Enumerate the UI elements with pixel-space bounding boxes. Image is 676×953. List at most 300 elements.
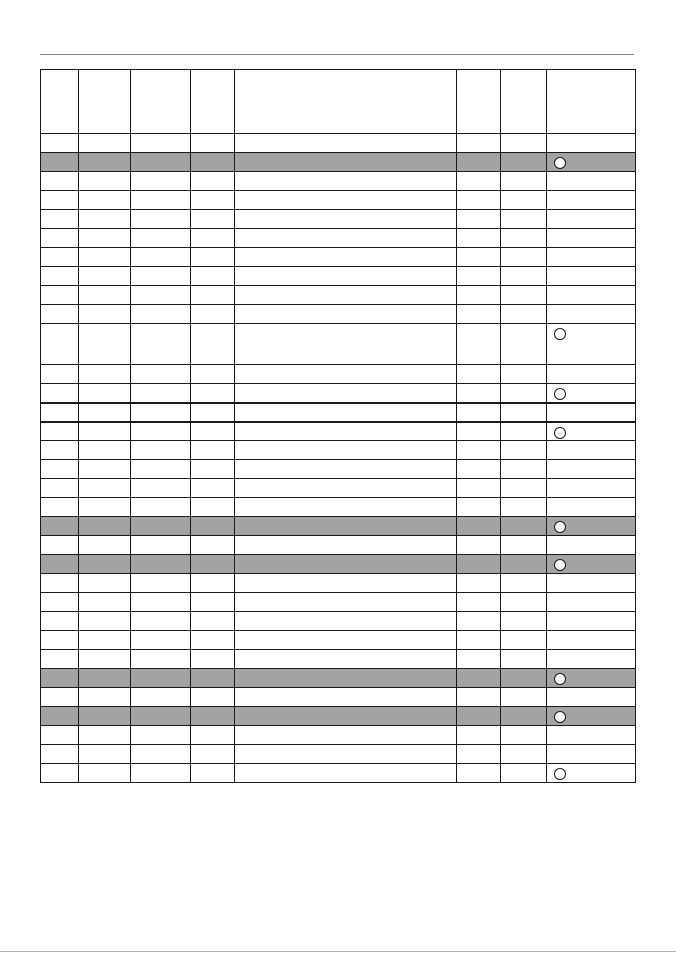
table-cell <box>41 210 79 229</box>
table-cell <box>235 172 457 191</box>
table-cell <box>131 612 191 631</box>
table-cell <box>501 134 547 153</box>
table-cell <box>501 248 547 267</box>
table-cell <box>501 460 547 479</box>
table-cell <box>41 403 79 422</box>
table-cell <box>79 153 131 172</box>
table-cell <box>79 286 131 305</box>
table-cell <box>41 460 79 479</box>
table-cell <box>131 441 191 460</box>
table-row <box>41 612 636 631</box>
table-cell <box>501 593 547 612</box>
table-row <box>41 403 636 422</box>
table-cell <box>191 745 235 764</box>
table-cell <box>547 267 636 286</box>
table-cell <box>41 70 79 134</box>
table-row <box>41 324 636 365</box>
table-row <box>41 593 636 612</box>
table-cell <box>79 669 131 688</box>
table-cell <box>41 498 79 517</box>
table-cell <box>457 574 501 593</box>
top-divider <box>40 54 634 55</box>
table-cell <box>191 498 235 517</box>
table-cell <box>457 248 501 267</box>
table-cell <box>191 70 235 134</box>
table-cell <box>501 365 547 384</box>
circle-marker-icon <box>554 673 566 685</box>
table-cell <box>41 707 79 726</box>
table-cell <box>235 403 457 422</box>
table-cell <box>235 422 457 441</box>
table-cell <box>547 498 636 517</box>
table-cell <box>79 593 131 612</box>
table-cell <box>41 650 79 669</box>
table-cell <box>457 267 501 286</box>
table-cell <box>131 267 191 286</box>
table-cell <box>547 384 636 403</box>
table-cell <box>41 248 79 267</box>
table-cell <box>131 70 191 134</box>
table-row <box>41 441 636 460</box>
table-cell <box>41 745 79 764</box>
table-cell <box>41 593 79 612</box>
table-cell <box>131 365 191 384</box>
table-cell <box>131 134 191 153</box>
table-cell <box>501 324 547 365</box>
table-cell <box>501 267 547 286</box>
table-cell <box>235 669 457 688</box>
table-row <box>41 460 636 479</box>
table-cell <box>501 441 547 460</box>
table-cell <box>131 479 191 498</box>
table-cell <box>547 764 636 783</box>
table-cell <box>235 688 457 707</box>
table-cell <box>41 517 79 536</box>
table-cell <box>191 688 235 707</box>
table-cell <box>191 726 235 745</box>
table-cell <box>191 210 235 229</box>
table-cell <box>131 745 191 764</box>
table-cell <box>547 153 636 172</box>
table-cell <box>501 612 547 631</box>
table-cell <box>131 460 191 479</box>
table-cell <box>41 631 79 650</box>
table-cell <box>235 745 457 764</box>
table-cell <box>501 70 547 134</box>
table-cell <box>131 517 191 536</box>
table-cell <box>235 593 457 612</box>
table-cell <box>547 631 636 650</box>
table-cell <box>457 479 501 498</box>
table-cell <box>547 248 636 267</box>
table-cell <box>41 555 79 574</box>
table-cell <box>191 153 235 172</box>
table-cell <box>547 555 636 574</box>
table-cell <box>235 517 457 536</box>
table-cell <box>235 229 457 248</box>
table-row <box>41 536 636 555</box>
table-cell <box>131 422 191 441</box>
table-cell <box>191 248 235 267</box>
table-cell <box>79 248 131 267</box>
table-cell <box>235 70 457 134</box>
table-cell <box>41 574 79 593</box>
table-cell <box>41 365 79 384</box>
table-cell <box>41 688 79 707</box>
table-cell <box>501 669 547 688</box>
table-cell <box>501 688 547 707</box>
table-cell <box>547 286 636 305</box>
table-cell <box>79 70 131 134</box>
table-cell <box>41 305 79 324</box>
table-cell <box>79 536 131 555</box>
table-cell <box>79 229 131 248</box>
table-cell <box>235 707 457 726</box>
circle-marker-icon <box>554 388 566 400</box>
table-cell <box>131 498 191 517</box>
table-cell <box>79 612 131 631</box>
table-cell <box>191 365 235 384</box>
table-cell <box>131 286 191 305</box>
table-cell <box>457 707 501 726</box>
table-cell <box>457 384 501 403</box>
table-cell <box>79 460 131 479</box>
table-cell <box>41 324 79 365</box>
table-cell <box>41 669 79 688</box>
table-cell <box>191 536 235 555</box>
table-cell <box>457 517 501 536</box>
table-cell <box>131 574 191 593</box>
table-cell <box>501 707 547 726</box>
table-cell <box>79 365 131 384</box>
table-cell <box>457 650 501 669</box>
table-cell <box>191 593 235 612</box>
table-cell <box>501 172 547 191</box>
bottom-divider <box>0 951 676 952</box>
table-cell <box>235 650 457 669</box>
table-cell <box>457 688 501 707</box>
table-cell <box>131 172 191 191</box>
table-cell <box>457 612 501 631</box>
table-cell <box>457 172 501 191</box>
table-row <box>41 517 636 536</box>
table-cell <box>457 134 501 153</box>
table-cell <box>547 593 636 612</box>
table-cell <box>235 612 457 631</box>
table-cell <box>41 286 79 305</box>
table-cell <box>41 267 79 286</box>
table-cell <box>79 305 131 324</box>
table-cell <box>131 248 191 267</box>
table-cell <box>235 536 457 555</box>
circle-marker-icon <box>554 427 566 439</box>
table-cell <box>235 365 457 384</box>
table-row <box>41 707 636 726</box>
circle-marker-icon <box>554 768 566 780</box>
table-cell <box>191 172 235 191</box>
table-cell <box>457 365 501 384</box>
table-cell <box>41 191 79 210</box>
table-row <box>41 498 636 517</box>
table-cell <box>457 70 501 134</box>
table-cell <box>131 726 191 745</box>
table-cell <box>547 191 636 210</box>
table-cell <box>41 536 79 555</box>
table-cell <box>131 153 191 172</box>
table-cell <box>131 191 191 210</box>
table-row <box>41 422 636 441</box>
form-table <box>40 69 636 783</box>
table-row <box>41 574 636 593</box>
table-cell <box>191 631 235 650</box>
table-row <box>41 229 636 248</box>
table-cell <box>41 479 79 498</box>
table-cell <box>547 134 636 153</box>
table-cell <box>79 384 131 403</box>
table-cell <box>547 365 636 384</box>
table-cell <box>191 267 235 286</box>
table-cell <box>131 536 191 555</box>
circle-marker-icon <box>554 157 566 169</box>
table-cell <box>457 498 501 517</box>
table-row <box>41 631 636 650</box>
table-cell <box>41 172 79 191</box>
table-cell <box>501 536 547 555</box>
table-row <box>41 210 636 229</box>
table-cell <box>457 153 501 172</box>
table-cell <box>191 134 235 153</box>
table-cell <box>457 191 501 210</box>
table-cell <box>79 191 131 210</box>
table-cell <box>79 688 131 707</box>
table-cell <box>41 229 79 248</box>
table-cell <box>131 631 191 650</box>
circle-marker-icon <box>554 521 566 533</box>
table-cell <box>235 726 457 745</box>
table-cell <box>457 764 501 783</box>
circle-marker-icon <box>554 328 566 340</box>
table-cell <box>79 745 131 764</box>
table-cell <box>501 210 547 229</box>
table-cell <box>131 593 191 612</box>
table-row <box>41 248 636 267</box>
table-cell <box>457 229 501 248</box>
table-cell <box>457 631 501 650</box>
table-cell <box>235 134 457 153</box>
table-cell <box>235 498 457 517</box>
table-cell <box>547 305 636 324</box>
table-cell <box>79 707 131 726</box>
table-cell <box>131 229 191 248</box>
table-cell <box>235 555 457 574</box>
table-cell <box>547 324 636 365</box>
table-cell <box>79 134 131 153</box>
table-cell <box>457 422 501 441</box>
table-cell <box>457 745 501 764</box>
table-cell <box>547 745 636 764</box>
table-cell <box>547 688 636 707</box>
table-cell <box>131 669 191 688</box>
table-cell <box>501 517 547 536</box>
table-cell <box>79 172 131 191</box>
circle-marker-icon <box>554 711 566 723</box>
table-cell <box>547 460 636 479</box>
table-cell <box>501 574 547 593</box>
table-cell <box>191 479 235 498</box>
table-cell <box>191 403 235 422</box>
header-row <box>41 70 636 134</box>
table-cell <box>79 517 131 536</box>
table-cell <box>547 70 636 134</box>
table-row <box>41 764 636 783</box>
table-cell <box>457 305 501 324</box>
table-row <box>41 650 636 669</box>
table-cell <box>41 384 79 403</box>
table-cell <box>235 248 457 267</box>
table-cell <box>41 441 79 460</box>
table-cell <box>547 517 636 536</box>
table-cell <box>501 726 547 745</box>
table-cell <box>235 479 457 498</box>
table-cell <box>547 669 636 688</box>
table-cell <box>547 403 636 422</box>
table-cell <box>41 726 79 745</box>
table-cell <box>501 229 547 248</box>
table-cell <box>191 612 235 631</box>
table-cell <box>501 764 547 783</box>
table-row <box>41 305 636 324</box>
table-cell <box>41 422 79 441</box>
table-cell <box>79 726 131 745</box>
table-cell <box>501 745 547 764</box>
table-row <box>41 267 636 286</box>
table-cell <box>547 441 636 460</box>
table-cell <box>457 403 501 422</box>
table-row <box>41 365 636 384</box>
table-cell <box>457 324 501 365</box>
table-cell <box>191 384 235 403</box>
table-cell <box>457 441 501 460</box>
table-cell <box>191 460 235 479</box>
table-cell <box>191 286 235 305</box>
table-cell <box>547 422 636 441</box>
table-row <box>41 688 636 707</box>
table-cell <box>501 650 547 669</box>
table-cell <box>131 555 191 574</box>
table-cell <box>457 286 501 305</box>
table-cell <box>131 210 191 229</box>
table-cell <box>79 267 131 286</box>
table-cell <box>235 460 457 479</box>
table-cell <box>547 172 636 191</box>
table-cell <box>131 384 191 403</box>
table-cell <box>457 669 501 688</box>
table-cell <box>235 191 457 210</box>
table-cell <box>501 191 547 210</box>
table-cell <box>41 134 79 153</box>
table-cell <box>79 210 131 229</box>
table-cell <box>131 764 191 783</box>
table-cell <box>235 153 457 172</box>
table-cell <box>235 764 457 783</box>
table-cell <box>41 764 79 783</box>
table-cell <box>191 422 235 441</box>
table-cell <box>131 707 191 726</box>
table-cell <box>501 286 547 305</box>
table-cell <box>131 650 191 669</box>
table-cell <box>191 574 235 593</box>
table-cell <box>191 707 235 726</box>
table-cell <box>79 479 131 498</box>
table-cell <box>235 324 457 365</box>
table-row <box>41 555 636 574</box>
table-row <box>41 172 636 191</box>
table-cell <box>235 384 457 403</box>
table-cell <box>501 403 547 422</box>
table-cell <box>235 441 457 460</box>
table-cell <box>547 479 636 498</box>
table-cell <box>41 612 79 631</box>
table-row <box>41 134 636 153</box>
table-row <box>41 669 636 688</box>
table-cell <box>191 669 235 688</box>
table-cell <box>191 650 235 669</box>
table-cell <box>457 726 501 745</box>
table-cell <box>547 210 636 229</box>
table-cell <box>79 498 131 517</box>
table-cell <box>547 650 636 669</box>
circle-marker-icon <box>554 559 566 571</box>
table-cell <box>191 517 235 536</box>
table-row <box>41 153 636 172</box>
table-cell <box>131 403 191 422</box>
table-cell <box>501 422 547 441</box>
table-cell <box>131 688 191 707</box>
table-cell <box>501 498 547 517</box>
table-cell <box>79 650 131 669</box>
table-row <box>41 384 636 403</box>
table-row <box>41 286 636 305</box>
table-cell <box>547 574 636 593</box>
table-cell <box>191 555 235 574</box>
table-cell <box>79 324 131 365</box>
table-cell <box>547 536 636 555</box>
table-cell <box>79 631 131 650</box>
table-cell <box>235 210 457 229</box>
table-cell <box>191 324 235 365</box>
table-cell <box>191 764 235 783</box>
table-cell <box>457 593 501 612</box>
table-cell <box>501 631 547 650</box>
table-cell <box>457 460 501 479</box>
table-cell <box>235 267 457 286</box>
table-cell <box>191 191 235 210</box>
table-cell <box>457 555 501 574</box>
table-cell <box>131 324 191 365</box>
table-cell <box>235 574 457 593</box>
table-cell <box>41 153 79 172</box>
table-cell <box>191 305 235 324</box>
table-row <box>41 191 636 210</box>
table-cell <box>547 707 636 726</box>
table-row <box>41 479 636 498</box>
table-row <box>41 745 636 764</box>
table-cell <box>235 631 457 650</box>
table-cell <box>131 305 191 324</box>
table-cell <box>191 229 235 248</box>
table-cell <box>501 305 547 324</box>
table-cell <box>547 612 636 631</box>
